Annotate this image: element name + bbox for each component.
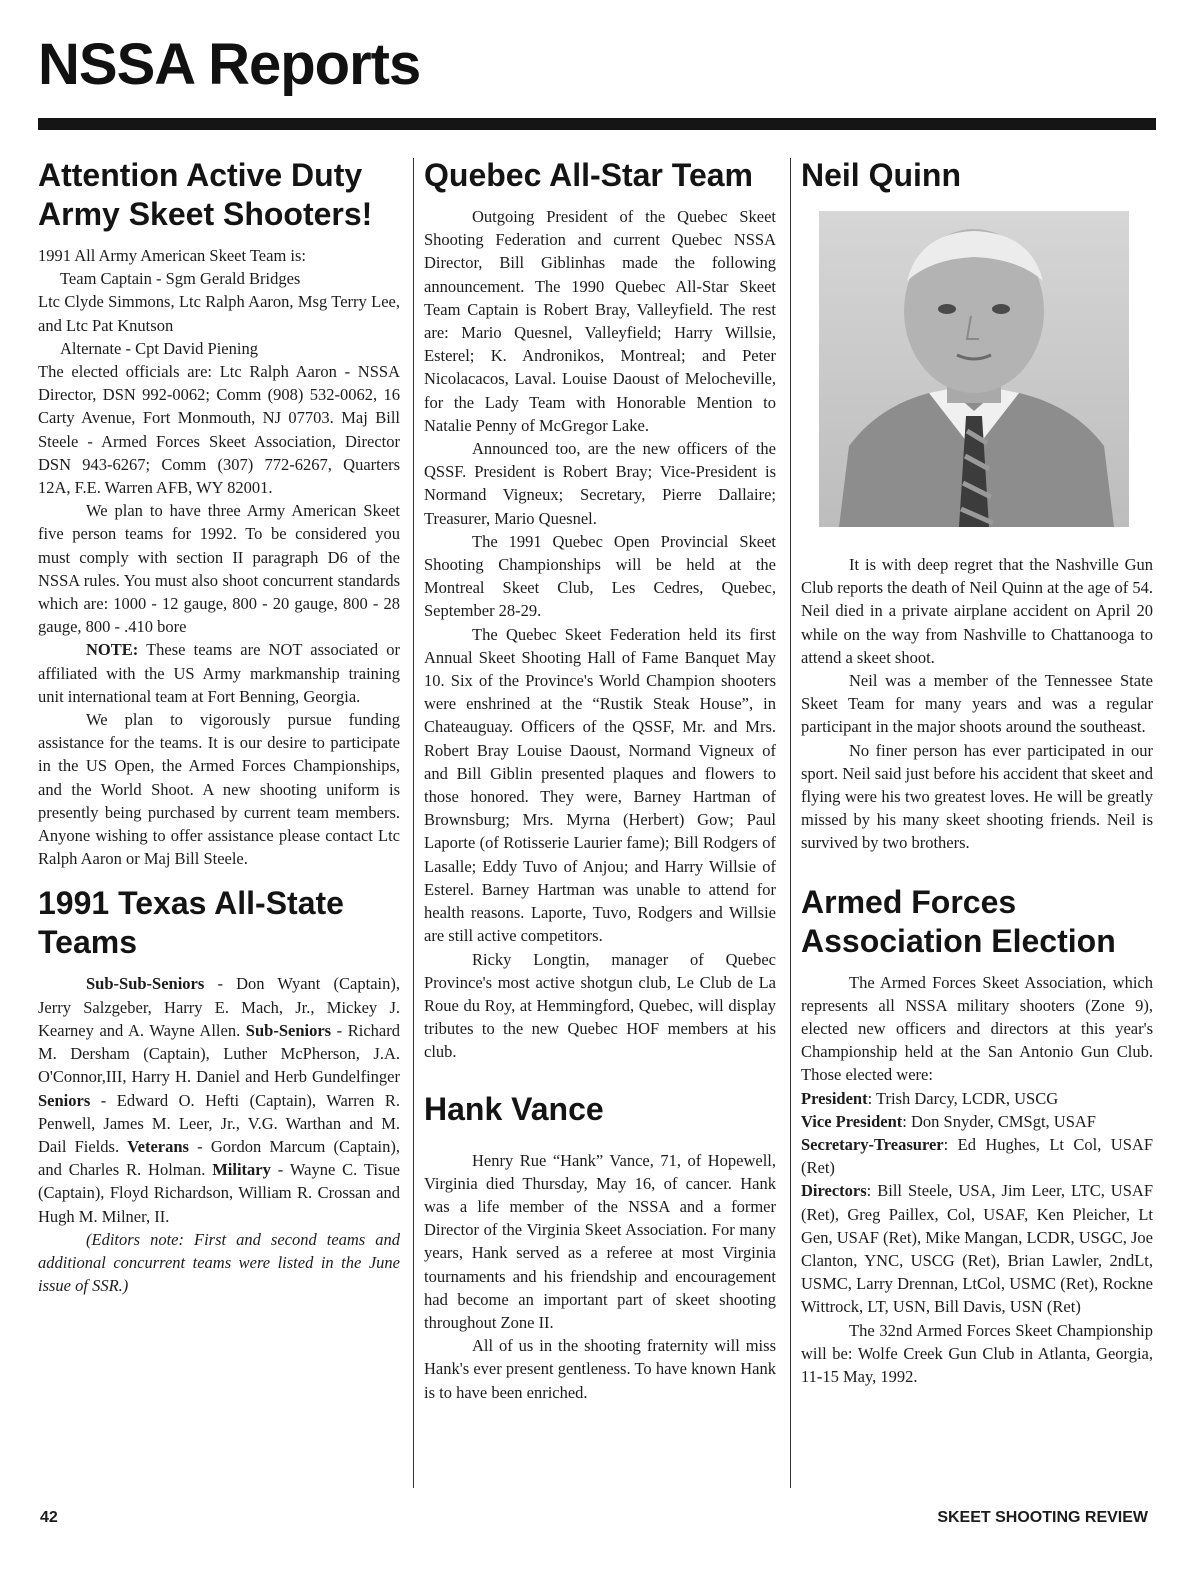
directors-label: Directors (801, 1181, 867, 1201)
paragraph: We plan to have three Army American Skeet five person teams for 1992. To be considered you must comply with section II paragraph D6 of the NSSA rules. You must also shoot concurrent standards which are: 1000 - 12 gauge, 800 - 20 gauge, 800 - 28 gauge, 800 - .410 bore (38, 501, 400, 637)
column-left (38, 150, 400, 1297)
directors-line (801, 1179, 1153, 1318)
paragraph: 1991 All Army American Skeet Team is: (38, 246, 307, 265)
column-right (801, 150, 1153, 1388)
officer-line (801, 1087, 1153, 1110)
team-label: Military (212, 1160, 271, 1180)
team-label: Seniors (38, 1090, 91, 1110)
paragraph: Outgoing President of the Quebec Skeet Shooting Federation and current Quebec NSSA Director, Bill Giblinhas made the following announcement. The 1990 Quebec All-Star Skeet Team Captain is Robert Bray, Valleyfield. The rest are: Mario Quesnel, Valleyfield; Harry Willsie, Esterel; K. Andronikos, Montreal; and Peter Nicolacacos, Laval. Louise Daoust of Melocheville, for the Lady Team with Honorable Mention to Natalie Penny of McGregor Lake. (424, 207, 776, 435)
paragraph: The 1991 Quebec Open Provincial Skeet Shooting Championships will be held at the Montreal Skeet Club, Les Cedres, Quebec, September 28-29. (424, 531, 776, 621)
quebec-article-title: Quebec All-Star Team (424, 157, 753, 193)
armed-forces-article-title: Armed Forces Association Election (801, 883, 1116, 959)
texas-article-title: 1991 Texas All-State Teams (38, 885, 344, 961)
column-divider (790, 158, 791, 1488)
team-members: - Edward O. Hefti (Captain), Warren R. Penwell, James M. Leer, Jr., V.G. Warthan and M. Dail Fields. (38, 1090, 400, 1156)
paragraph: Team Captain - Sgm Gerald Bridges (60, 269, 301, 289)
texas-article (38, 884, 400, 1297)
officer-value: : Don Snyder, CMSgt, USAF (902, 1111, 1096, 1131)
paragraph: We plan to vigorously pursue funding assistance for the teams. It is our desire to participate in the US Open, the Armed Forces Championships, and the World Shoot. A new shooting uniform is presently being purchased by current team members. Anyone wishing to offer assistance please contact Ltc Ralph Aaron or Maj Bill Steele. (38, 710, 400, 869)
directors-value: : Bill Steele, USA, Jim Leer, LTC, USAF (Ret), Greg Paillex, Col, USAF, Ken Pleicher, Lt Gen, USAF (Ret), Mike Mangan, LCDR, USGC, Joe Clanton, YNC, USCG (Ret), Brian Lawler, 2ndLt, USMC, Larry Drennan, LtCol, USMC (Ret), Rockne Wittrock, LT, USN, Bill Davis, USN (Ret) (801, 1181, 1153, 1317)
paragraph: Ricky Longtin, manager of Quebec Province's most active shotgun club, Le Club de La Roue du Roy, at Hemmingford, Quebec, will display tributes to the new Quebec HOF members at his club. (424, 949, 776, 1062)
column-middle (424, 150, 776, 1404)
portrait-photo (819, 211, 1129, 527)
paragraph: Neil was a member of the Tennessee State Skeet Team for many years and was a regular participant in the major shoots around the southeast. (801, 671, 1153, 737)
team-members: - Wayne C. Tisue (Captain), Floyd Richardson, William R. Crossan and Hugh M. Milner, II. (38, 1160, 400, 1226)
paragraph: All of us in the shooting fraternity will miss Hank's ever present gentleness. To have known Hank is to have been enriched. (424, 1336, 776, 1402)
team-label: Sub-Seniors (245, 1020, 332, 1040)
officer-label: Vice President (801, 1111, 903, 1131)
quebec-article (424, 156, 776, 1064)
column-divider (413, 158, 414, 1488)
paragraph: Alternate - Cpt David Piening (60, 338, 258, 358)
team-label: Veterans (127, 1136, 189, 1156)
team-members: - Gordon Marcum (Captain), and Charles R. Holman. (38, 1136, 400, 1180)
officer-label: Secretary-Treasurer (801, 1135, 944, 1155)
masthead-rule (38, 118, 1156, 130)
officer-line (801, 1110, 1153, 1133)
note-text: These teams are NOT associated or affiliated with the US Army markmanship training unit international team at Fort Benning, Georgia. (38, 640, 400, 706)
note-label: NOTE: (86, 640, 139, 660)
paragraph: The 32nd Armed Forces Skeet Championship will be: Wolfe Creek Gun Club in Atlanta, Georgia, 11-15 May, 1992. (801, 1320, 1153, 1387)
army-article-title: Attention Active Duty Army Skeet Shooters! (38, 157, 373, 232)
quinn-article-title: Neil Quinn (801, 157, 961, 193)
officer-line (801, 1133, 1153, 1179)
paragraph: The elected officials are: Ltc Ralph Aaron - NSSA Director, DSN 992-0062; Comm (908) 532-0062, 16 Carty Avenue, Fort Monmouth, NJ 07703. Maj Bill Steele - Armed Forces Skeet Association, Director DSN 943-6267; Comm (307) 772-6267, Quarters 12A, F.E. Warren AFB, WY 82001. (38, 362, 400, 498)
armed-forces-article (801, 883, 1153, 1389)
page-number: 42 (40, 1509, 58, 1526)
team-members: - Don Wyant (Captain), Jerry Salzgeber, Harry E. Mach, Jr., Mickey J. Kearney and A. Wayne Allen. (38, 974, 400, 1040)
paragraph: Henry Rue “Hank” Vance, 71, of Hopewell, Virginia died Thursday, May 16, of cancer. Hank was a life member of the NSSA and a former Director of the Virginia Skeet Association. For many years, Hank served as a referee at most Virginia tournaments and his friendship and encouragement had become an important part of skeet shooting throughout Zone II. (424, 1150, 776, 1332)
officer-value: : Ed Hughes, Lt Col, USAF (Ret) (801, 1135, 1153, 1178)
paragraph: Announced too, are the new officers of the QSSF. President is Robert Bray; Vice-President is Normand Vigneux; Secretary, Pierre Dallaire; Treasurer, Mario Quesnel. (424, 439, 776, 528)
officer-label: President (801, 1088, 868, 1108)
paragraph: It is with deep regret that the Nashville Gun Club reports the death of Neil Quinn at the age of 54. Neil died in a private airplane accident on April 20 while on the way from Nashville to Chattanooga to attend a skeet shoot. (801, 555, 1153, 667)
officer-value: : Trish Darcy, LCDR, USCG (867, 1088, 1059, 1108)
paragraph: The Armed Forces Skeet Association, which represents all NSSA military shooters (Zone 9), elected new officers and directors at this year's Championship held at the San Antonio Gun Club. Those elected were: (801, 972, 1153, 1085)
paragraph: Ltc Clyde Simmons, Ltc Ralph Aaron, Msg Terry Lee, and Ltc Pat Knutson (38, 292, 400, 335)
paragraph: The Quebec Skeet Federation held its first Annual Skeet Shooting Hall of Fame Banquet May 10. Six of the Province's World Champion shooters were enshrined at the “Rustik Steak House”, in Chateauguay. Officers of the QSSF, Mr. and Mrs. Robert Bray Louise Daoust, Normand Vigneux of and Bill Giblin presented plaques and flowers to those honored. They were, Barney Hartman of Brownsburg; Mrs. Myrna (Herbert) Gow; Paul Laporte (of Rotisserie Laurier fame); Bill Rodgers of Lasalle; Eddy Tuvo of Anjou; and Harry Willsie of Esterel. Barney Hartman was unable to attend for health reasons. Laporte, Tuvo, Rodgers and Willsie are still active competitors. (424, 624, 776, 946)
publication-name: SKEET SHOOTING REVIEW (937, 1509, 1148, 1526)
hank-article (424, 1090, 776, 1404)
army-article (38, 156, 400, 870)
hank-article-title: Hank Vance (424, 1090, 604, 1127)
masthead-title: NSSA Reports (38, 32, 421, 97)
texas-team-list (38, 972, 400, 1227)
editors-note: (Editors note: First and second teams and additional concurrent teams were listed in the June issue of SSR.) (38, 1229, 400, 1296)
team-members: - Richard M. Dersham (Captain), Luther McPherson, J.A. O'Connor,III, Harry H. Daniel and Herb Gundelfinger (38, 1020, 400, 1087)
quinn-article (801, 156, 1153, 855)
paragraph: No finer person has ever participated in our sport. Neil said just before his accident that skeet and flying were his two greatest loves. He will be greatly missed by his many skeet shooting friends. Neil is survived by two brothers. (801, 740, 1153, 853)
note-paragraph (38, 638, 400, 708)
team-label: Sub-Sub-Seniors (86, 974, 205, 994)
